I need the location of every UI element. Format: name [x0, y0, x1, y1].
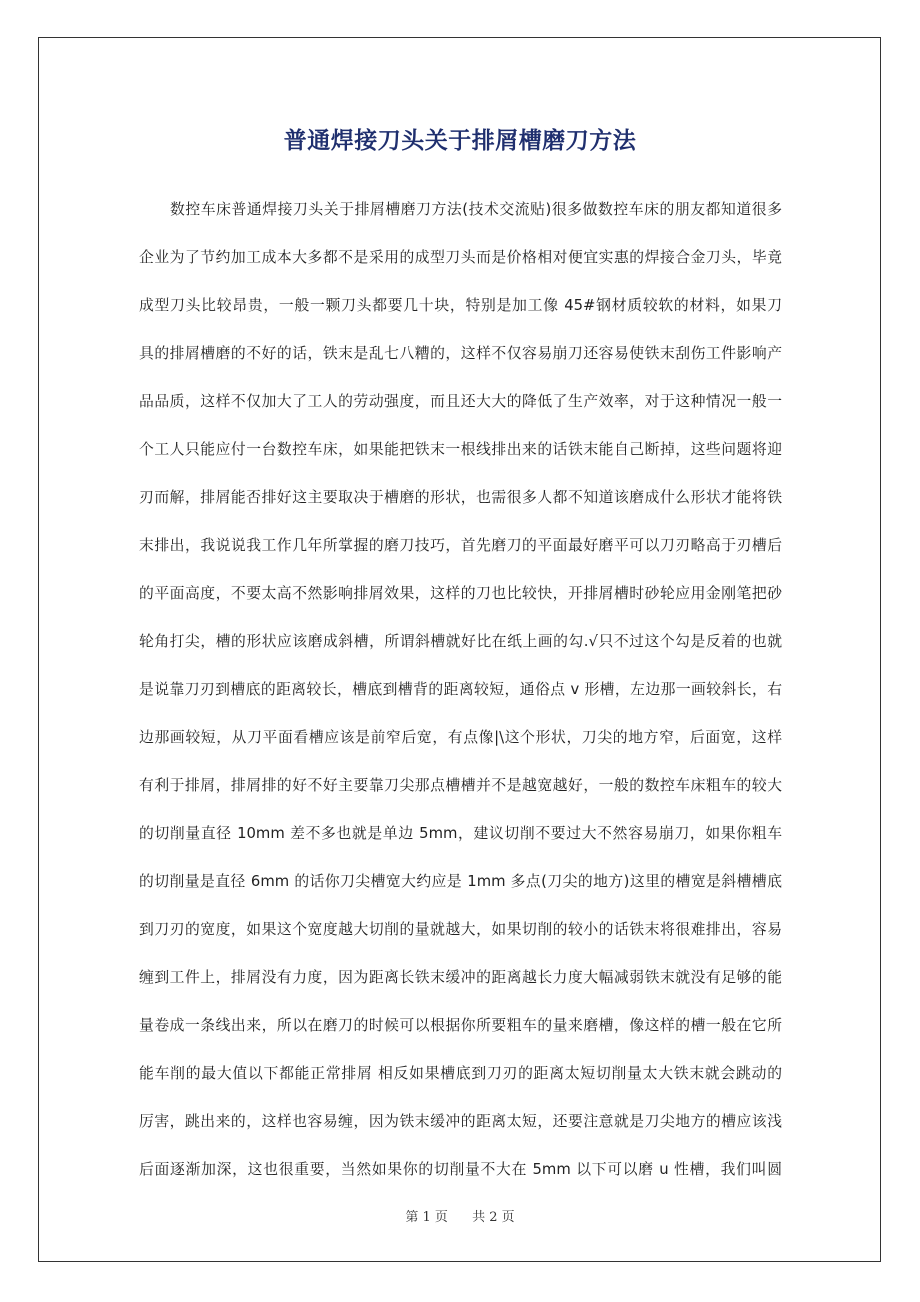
body-line: 个工人只能应付一台数控车床，如果能把铁末一根线排出来的话铁末能自己断掉，这些问题将迎	[139, 441, 782, 458]
body-line: 到刀刃的宽度，如果这个宽度越大切削的量就越大，如果切削的较小的话铁末将很难排出，容易	[139, 921, 782, 938]
body-line: 数控车床普通焊接刀头关于排屑槽磨刀方法(技术交流贴)很多做数控车床的朋友都知道很多	[170, 201, 782, 218]
body-line: 品品质，这样不仅加大了工人的劳动强度，而且还大大的降低了生产效率，对于这种情况一般一	[139, 393, 782, 410]
body-line: 轮角打尖，槽的形状应该磨成斜槽，所谓斜槽就好比在纸上画的勾.√只不过这个勾是反着的也就	[139, 633, 782, 650]
page-total: 共 2 页	[472, 1210, 515, 1225]
body-line: 边那画较短，从刀平面看槽应该是前窄后宽，有点像|\这个形状，刀尖的地方窄，后面宽，这样	[139, 729, 782, 746]
body-line: 刃而解，排屑能否排好这主要取决于槽磨的形状，也需很多人都不知道该磨成什么形状才能将铁	[139, 489, 782, 506]
body-line: 厉害，跳出来的，这样也容易缠，因为铁末缓冲的距离太短，还要注意就是刀尖地方的槽应该浅	[139, 1113, 782, 1130]
page-number: 第 1 页	[405, 1210, 448, 1225]
document-title: 普通焊接刀头关于排屑槽磨刀方法	[283, 128, 637, 154]
page-footer	[0, 1206, 920, 1225]
body-line: 末排出，我说说我工作几年所掌握的磨刀技巧，首先磨刀的平面最好磨平可以刀刃略高于刃槽后	[139, 537, 782, 554]
body-line: 是说靠刀刃到槽底的距离较长，槽底到槽背的距离较短，通俗点 v 形槽，左边那一画较斜长，右	[139, 681, 782, 698]
body-line: 有利于排屑，排屑排的好不好主要靠刀尖那点槽槽并不是越宽越好，一般的数控车床粗车的较大	[139, 777, 782, 794]
body-line: 成型刀头比较昂贵，一般一颗刀头都要几十块，特别是加工像 45#钢材质较软的材料，如果刀	[139, 297, 782, 314]
document-body	[139, 192, 782, 1200]
body-line: 具的排屑槽磨的不好的话，铁末是乱七八糟的，这样不仅容易崩刀还容易使铁末刮伤工件影响产	[139, 345, 782, 362]
body-line: 的切削量是直径 6mm 的话你刀尖槽宽大约应是 1mm 多点(刀尖的地方)这里的槽宽是斜槽槽底	[139, 873, 782, 890]
body-line: 缠到工件上，排屑没有力度，因为距离长铁末缓冲的距离越长力度大幅减弱铁末就没有足够的能	[139, 969, 782, 986]
body-line: 的切削量直径 10mm 差不多也就是单边 5mm，建议切削不要过大不然容易崩刀，如果你粗车	[139, 825, 782, 842]
body-line: 企业为了节约加工成本大多都不是采用的成型刀头而是价格相对便宜实惠的焊接合金刀头，毕竟	[139, 249, 782, 266]
body-line: 量卷成一条线出来，所以在磨刀的时候可以根据你所要粗车的量来磨槽，像这样的槽一般在它所	[139, 1017, 782, 1034]
body-line: 能车削的最大值以下都能正常排屑 相反如果槽底到刀刃的距离太短切削量太大铁末就会跳动的	[139, 1065, 782, 1082]
body-line: 的平面高度，不要太高不然影响排屑效果，这样的刀也比较快，开排屑槽时砂轮应用金刚笔把砂	[139, 585, 782, 602]
body-line: 后面逐渐加深，这也很重要，当然如果你的切削量不大在 5mm 以下可以磨 u 性槽，我们叫圆	[139, 1161, 782, 1178]
